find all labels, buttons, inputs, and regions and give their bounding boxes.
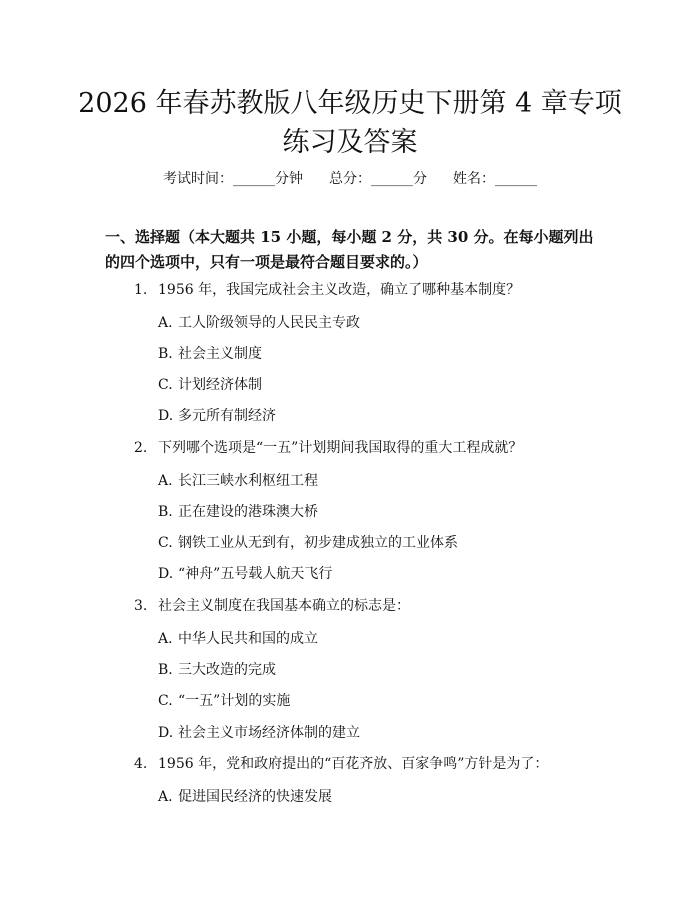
- option-text: “一五”计划的实施: [178, 693, 291, 709]
- question-1-option-a: [158, 313, 360, 333]
- option-text: 多元所有制经济: [178, 408, 276, 424]
- question-2-option-b: [158, 502, 318, 522]
- option-letter: B.: [158, 346, 173, 362]
- option-text: 促进国民经济的快速发展: [178, 789, 332, 805]
- option-letter: A.: [158, 631, 173, 647]
- option-letter: D.: [158, 725, 174, 741]
- option-text: 社会主义市场经济体制的建立: [178, 725, 360, 741]
- exam-time-field: 考试时间：______分钟: [163, 171, 303, 187]
- option-text: 长江三峡水利枢纽工程: [178, 473, 318, 489]
- question-3-option-d: [158, 723, 360, 743]
- option-letter: C.: [158, 535, 173, 551]
- option-letter: A.: [158, 789, 173, 805]
- option-letter: D.: [158, 408, 174, 424]
- question-1: [134, 280, 520, 300]
- total-score-field: 总分：______分: [329, 171, 427, 187]
- question-1-option-c: [158, 375, 262, 395]
- option-letter: C.: [158, 377, 173, 393]
- option-text: 正在建设的港珠澳大桥: [178, 504, 318, 520]
- question-3-option-c: [158, 691, 290, 711]
- question-text: 社会主义制度在我国基本确立的标志是：: [158, 598, 410, 614]
- option-letter: A.: [158, 315, 173, 331]
- option-letter: C.: [158, 693, 173, 709]
- question-3: [134, 596, 410, 616]
- question-2-option-c: [158, 533, 458, 553]
- student-name-field: 姓名：______: [453, 171, 537, 187]
- question-4: [134, 754, 548, 774]
- question-2-option-d: [158, 564, 332, 584]
- question-number: 3.: [134, 598, 148, 614]
- option-text: 计划经济体制: [178, 377, 262, 393]
- option-text: 中华人民共和国的成立: [178, 631, 318, 647]
- option-letter: A.: [158, 473, 173, 489]
- option-text: 工人阶级领导的人民民主专政: [178, 315, 360, 331]
- option-letter: B.: [158, 504, 173, 520]
- question-1-option-b: [158, 344, 262, 364]
- question-2: [134, 438, 522, 458]
- exam-meta-line: [0, 168, 700, 188]
- question-3-option-b: [158, 660, 276, 680]
- question-number: 1.: [134, 282, 148, 298]
- option-letter: B.: [158, 662, 173, 678]
- question-2-option-a: [158, 471, 318, 491]
- page-title-line-1: 2026 年春苏教版八年级历史下册第 4 章专项: [78, 88, 622, 119]
- question-1-option-d: [158, 406, 276, 426]
- question-4-option-a: [158, 787, 332, 807]
- option-letter: D.: [158, 566, 174, 582]
- option-text: 三大改造的完成: [178, 662, 276, 678]
- question-number: 4.: [134, 756, 148, 772]
- page-title-line-2: 练习及答案: [282, 127, 418, 158]
- question-3-option-a: [158, 629, 318, 649]
- option-text: “神舟”五号载人航天飞行: [178, 566, 333, 582]
- question-text: 下列哪个选项是“一五”计划期间我国取得的重大工程成就？: [158, 440, 523, 456]
- question-number: 2.: [134, 440, 148, 456]
- question-text: 1956 年，我国完成社会主义改造，确立了哪种基本制度？: [158, 282, 521, 298]
- section-heading-multiple-choice: 一、选择题（本大题共 15 小题，每小题 2 分，共 30 分。在每小题列出的四个选项中，只有一项是最符合题目要求的。）: [105, 228, 594, 271]
- question-text: 1956 年，党和政府提出的“百花齐放、百家争鸣”方针是为了：: [158, 756, 549, 772]
- option-text: 社会主义制度: [178, 346, 262, 362]
- option-text: 钢铁工业从无到有，初步建成独立的工业体系: [178, 535, 458, 551]
